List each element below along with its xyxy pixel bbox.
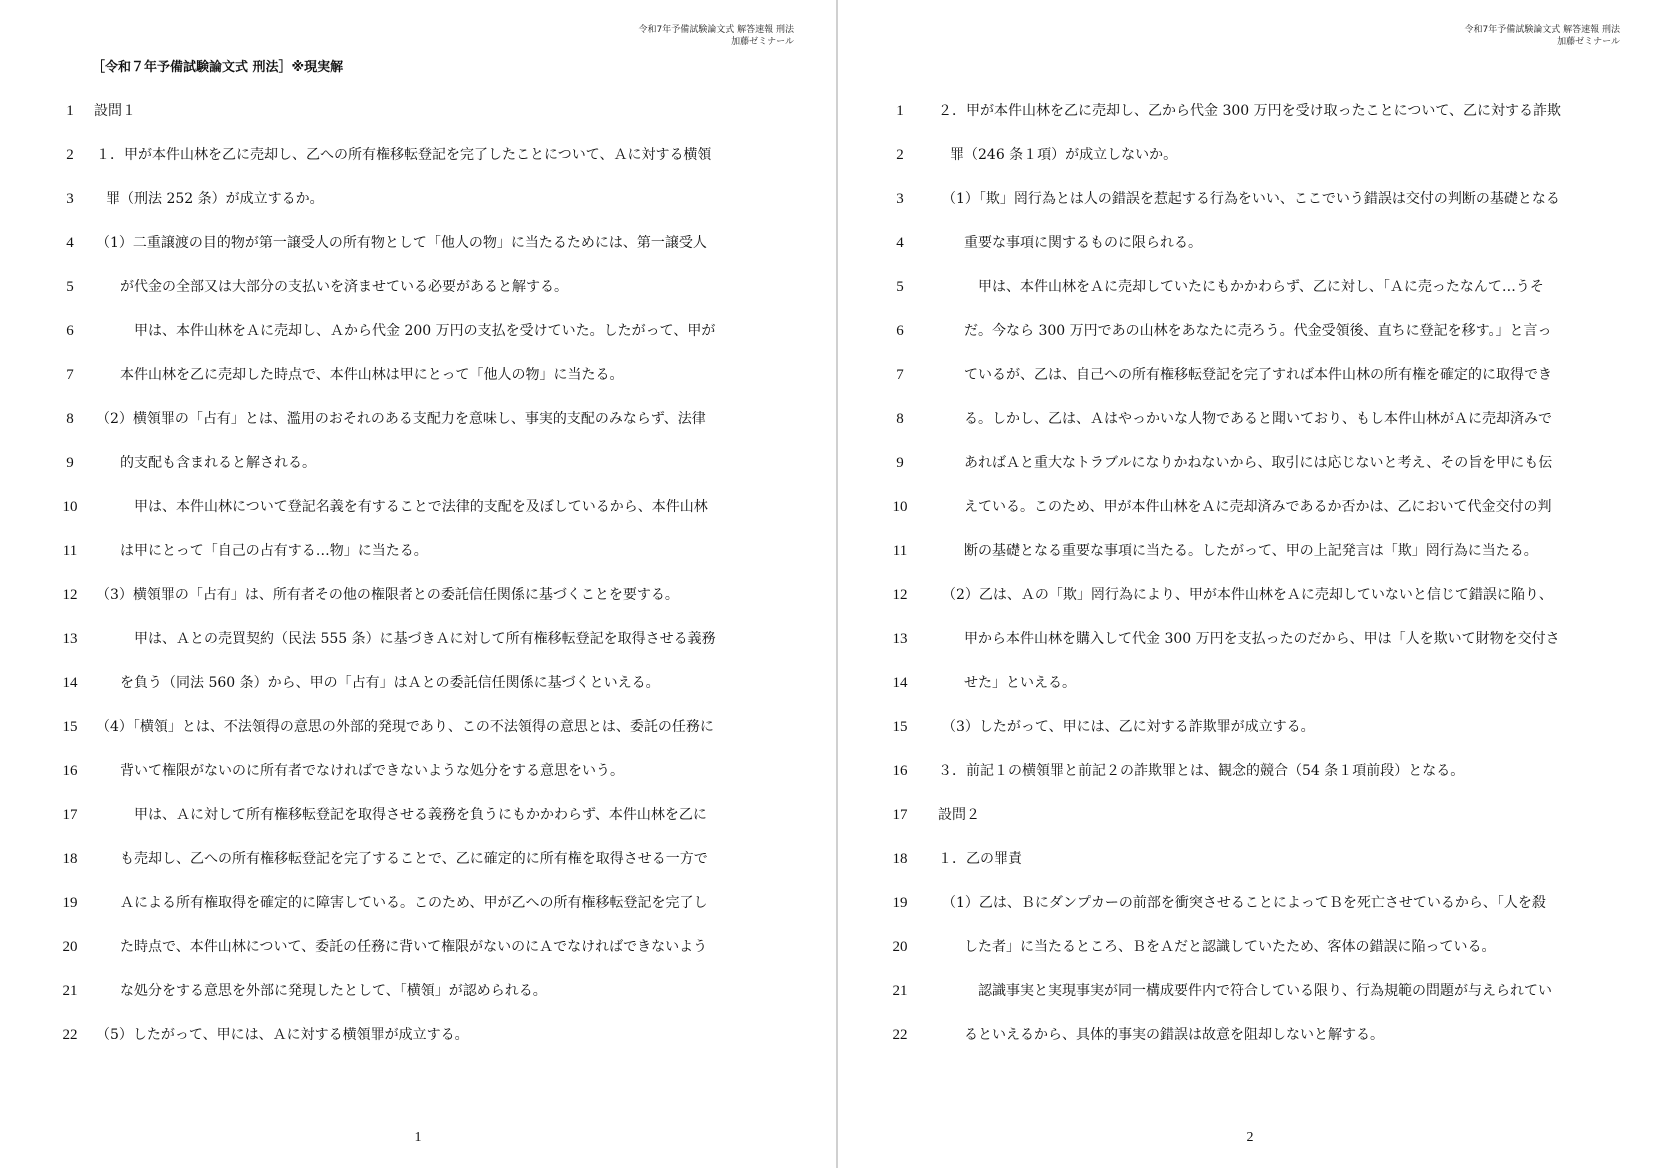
line-number: 19 (892, 895, 908, 911)
line-number: 16 (62, 763, 78, 779)
numbered-line (0, 805, 836, 825)
numbered-line (0, 541, 836, 561)
line-text: 甲は、Ａに対して所有権移転登記を取得させる義務を負うにもかかわらず、本件山林を乙に (134, 807, 707, 823)
line-text: ３．前記１の横領罪と前記２の詐欺罪とは、観念的競合（54 条１項前段）となる。 (938, 763, 1465, 779)
numbered-line (838, 453, 1662, 473)
line-number: 8 (896, 411, 904, 427)
numbered-line (0, 189, 836, 209)
numbered-line (0, 365, 836, 385)
line-text: 認識事実と実現事実が同一構成要件内で符合している限り、行為規範の問題が与えられてい (978, 983, 1552, 999)
numbered-line (0, 409, 836, 429)
numbered-line (0, 497, 836, 517)
line-text: 甲は、本件山林をＡに売却していたにもかかわらず、乙に対し、「Ａに売ったなんて…うそ (978, 279, 1544, 295)
line-number: 22 (892, 1027, 908, 1043)
line-number: 17 (62, 807, 78, 823)
line-number: 20 (892, 939, 908, 955)
line-number: 9 (66, 455, 74, 471)
numbered-line (838, 189, 1662, 209)
line-text: （2）乙は、Ａの「欺」罔行為により、甲が本件山林をＡに売却していないと信じて錯誤に陥り、 (942, 587, 1553, 603)
line-number: 13 (892, 631, 908, 647)
line-number: 5 (896, 279, 904, 295)
line-text: ているが、乙は、自己への所有権移転登記を完了すれば本件山林の所有権を確定的に取得でき (964, 367, 1552, 383)
line-number: 15 (892, 719, 908, 735)
line-number: 13 (62, 631, 78, 647)
line-text: 的支配も含まれると解される。 (120, 455, 316, 471)
line-text: 設問１ (94, 103, 136, 119)
header-title: 令和7年予備試験論文式 解答速報 刑法 (1464, 25, 1620, 35)
numbered-line (0, 145, 836, 165)
line-number: 14 (892, 675, 908, 691)
line-number: 21 (62, 983, 78, 999)
numbered-line (0, 717, 836, 737)
page-header (1465, 24, 1620, 48)
line-text: （2）横領罪の「占有」とは、濫用のおそれのある支配力を意味し、事実的支配のみならず、法律 (96, 411, 706, 427)
numbered-line (0, 453, 836, 473)
numbered-line (838, 717, 1662, 737)
header-publisher: 加藤ゼミナール (1557, 37, 1620, 47)
numbered-line (0, 585, 836, 605)
numbered-line (838, 1025, 1662, 1045)
numbered-line (0, 277, 836, 297)
numbered-line (838, 541, 1662, 561)
line-number: 4 (66, 235, 74, 251)
line-text: （5）したがって、甲には、Ａに対する横領罪が成立する。 (96, 1027, 469, 1043)
line-number: 12 (892, 587, 908, 603)
line-text: 重要な事項に関するものに限られる。 (964, 235, 1202, 251)
numbered-line (838, 277, 1662, 297)
numbered-line (0, 321, 836, 341)
line-text: が代金の全部又は大部分の支払いを済ませている必要があると解する。 (120, 279, 568, 295)
numbered-line (838, 937, 1662, 957)
line-number: 15 (62, 719, 78, 735)
line-text: 本件山林を乙に売却した時点で、本件山林は甲にとって「他人の物」に当たる。 (120, 367, 624, 383)
line-number: 1 (896, 103, 904, 119)
numbered-line (0, 981, 836, 1001)
line-number: 7 (896, 367, 904, 383)
line-number: 2 (896, 147, 904, 163)
line-text: １．甲が本件山林を乙に売却し、乙への所有権移転登記を完了したことについて、Ａに対する横領 (96, 147, 712, 163)
numbered-line (838, 805, 1662, 825)
numbered-line (838, 233, 1662, 253)
line-number: 10 (892, 499, 908, 515)
numbered-line (838, 321, 1662, 341)
line-number: 3 (896, 191, 904, 207)
numbered-line (0, 101, 836, 121)
line-text: は甲にとって「自己の占有する…物」に当たる。 (120, 543, 428, 559)
line-text: 罪（246 条１項）が成立しないか。 (950, 147, 1178, 163)
page-header (639, 24, 794, 48)
page-2 (838, 0, 1662, 1168)
line-number: 9 (896, 455, 904, 471)
line-text: ２．甲が本件山林を乙に売却し、乙から代金 300 万円を受け取ったことについて、乙に対する詐欺 (938, 103, 1562, 119)
line-number: 3 (66, 191, 74, 207)
line-number: 5 (66, 279, 74, 295)
line-text: 甲は、本件山林をＡに売却し、Ａから代金 200 万円の支払を受けていた。したがって、甲が (134, 323, 716, 339)
line-text: な処分をする意思を外部に発現したとして、「横領」が認められる。 (120, 983, 547, 999)
line-number: 22 (62, 1027, 78, 1043)
line-number: 2 (66, 147, 74, 163)
line-text: だ。今なら 300 万円であの山林をあなたに売ろう。代金受領後、直ちに登記を移す。」と言っ (964, 323, 1552, 339)
line-text: （3）したがって、甲には、乙に対する詐欺罪が成立する。 (942, 719, 1315, 735)
line-text: （1）二重譲渡の目的物が第一譲受人の所有物として「他人の物」に当たるためには、第一譲受人 (96, 235, 707, 251)
page-number: 1 (414, 1130, 422, 1145)
numbered-line (0, 233, 836, 253)
page-number: 2 (1246, 1130, 1254, 1145)
numbered-line (838, 629, 1662, 649)
line-number: 1 (66, 103, 74, 119)
line-text: 甲から本件山林を購入して代金 300 万円を支払ったのだから、甲は「人を欺いて財物を交付さ (964, 631, 1560, 647)
line-number: 6 (896, 323, 904, 339)
line-text: １．乙の罪責 (938, 851, 1022, 867)
numbered-line (0, 937, 836, 957)
numbered-line (838, 497, 1662, 517)
line-text: 背いて権限がないのに所有者でなければできないような処分をする意思をいう。 (120, 763, 624, 779)
line-number: 17 (892, 807, 908, 823)
line-text: を負う（同法 560 条）から、甲の「占有」はＡとの委託信任関係に基づくといえる。 (120, 675, 660, 691)
line-text: 甲は、本件山林について登記名義を有することで法律的支配を及ぼしているから、本件山林 (134, 499, 708, 515)
line-text: 甲は、Ａとの売買契約（民法 555 条）に基づきＡに対して所有権移転登記を取得させる義務 (134, 631, 716, 647)
header-publisher: 加藤ゼミナール (731, 37, 794, 47)
numbered-line (838, 101, 1662, 121)
line-number: 11 (892, 543, 908, 559)
numbered-line (838, 145, 1662, 165)
line-number: 18 (62, 851, 78, 867)
numbered-line (0, 1025, 836, 1045)
numbered-line (838, 761, 1662, 781)
numbered-line (0, 849, 836, 869)
numbered-line (0, 893, 836, 913)
line-number: 7 (66, 367, 74, 383)
line-number: 6 (66, 323, 74, 339)
numbered-line (838, 409, 1662, 429)
numbered-line (838, 893, 1662, 913)
numbered-line (838, 981, 1662, 1001)
line-text: あればＡと重大なトラブルになりかねないから、取引には応じないと考え、その旨を甲にも伝 (964, 455, 1553, 471)
line-text: した者」に当たるところ、ＢをＡだと認識していたため、客体の錯誤に陥っている。 (964, 939, 1496, 955)
line-text: 断の基礎となる重要な事項に当たる。したがって、甲の上記発言は「欺」罔行為に当たる。 (964, 543, 1538, 559)
line-number: 19 (62, 895, 78, 911)
line-text: る。しかし、乙は、Ａはやっかいな人物であると聞いており、もし本件山林がＡに売却済みで (964, 411, 1552, 427)
line-text: た時点で、本件山林について、委託の任務に背いて権限がないのにＡでなければできないよう (120, 939, 708, 955)
header-title: 令和7年予備試験論文式 解答速報 刑法 (638, 25, 794, 35)
line-number: 14 (62, 675, 78, 691)
line-text: Ａによる所有権取得を確定的に障害している。このため、甲が乙への所有権移転登記を完了し (120, 895, 708, 911)
numbered-line (0, 761, 836, 781)
line-text: 設問２ (938, 807, 980, 823)
line-text: るといえるから、具体的事実の錯誤は故意を阻却しないと解する。 (964, 1027, 1384, 1043)
line-text: （1）「欺」罔行為とは人の錯誤を惹起する行為をいい、ここでいう錯誤は交付の判断の基礎となる (942, 191, 1560, 207)
numbered-line (0, 673, 836, 693)
line-number: 18 (892, 851, 908, 867)
line-number: 20 (62, 939, 78, 955)
line-text: せた」といえる。 (964, 675, 1076, 691)
document-title: ［令和７年予備試験論文式 刑法］※現実解 (92, 60, 344, 75)
line-text: も売却し、乙への所有権移転登記を完了することで、乙に確定的に所有権を取得させる一方で (120, 851, 708, 867)
line-text: （1）乙は、Ｂにダンプカーの前部を衝突させることによってＢを死亡させているから、「人を殺 (942, 895, 1546, 911)
line-text: （3）横領罪の「占有」は、所有者その他の権限者との委託信任関係に基づくことを要する。 (96, 587, 679, 603)
numbered-line (838, 849, 1662, 869)
line-number: 8 (66, 411, 74, 427)
numbered-line (0, 629, 836, 649)
line-number: 11 (62, 543, 78, 559)
line-text: 罪（刑法 252 条）が成立するか。 (106, 191, 324, 207)
numbered-line (838, 365, 1662, 385)
numbered-line (838, 585, 1662, 605)
line-number: 21 (892, 983, 908, 999)
line-number: 4 (896, 235, 904, 251)
line-text: えている。このため、甲が本件山林をＡに売却済みであるか否かは、乙において代金交付の判 (964, 499, 1552, 515)
line-number: 10 (62, 499, 78, 515)
numbered-line (838, 673, 1662, 693)
line-number: 16 (892, 763, 908, 779)
line-text: （4）「横領」とは、不法領得の意思の外部的発現であり、この不法領得の意思とは、委託の任務に (96, 719, 714, 735)
line-number: 12 (62, 587, 78, 603)
